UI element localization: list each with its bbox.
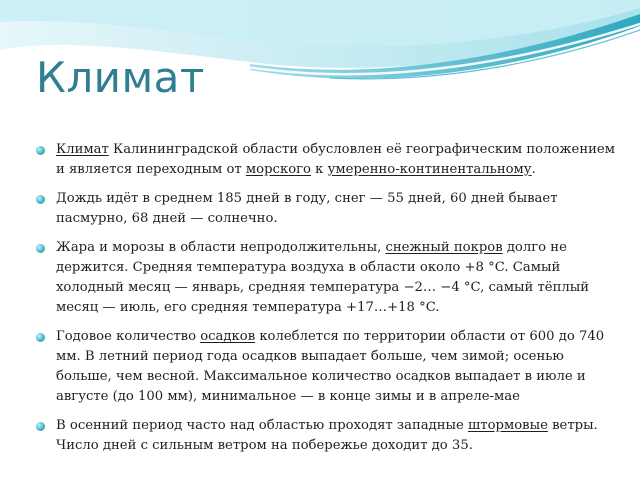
hyperlink[interactable]: снежный покров xyxy=(385,240,503,255)
hyperlink[interactable]: морского xyxy=(245,162,311,177)
bullet-item xyxy=(36,416,616,456)
bullet-text: долго не держится. Средняя температура воздуха в области около +8 °C. Самый холодный месяц — январь, средняя температура −2… −4 °C, самый тёплый месяц — июль, его средняя температура +17…+18 °C. xyxy=(56,240,590,315)
bullet-dot-icon xyxy=(36,146,45,155)
bullet-text: ветры. Число дней с сильным ветром на побережье доходит до 35. xyxy=(56,418,598,453)
bullet-text: Жара и морозы в области непродолжительны, xyxy=(56,240,386,255)
hyperlink[interactable]: штормовые xyxy=(468,418,548,433)
slide-title: Климат xyxy=(36,53,205,102)
bullet-dot-icon xyxy=(36,333,45,342)
hyperlink[interactable]: Климат xyxy=(56,142,109,157)
bullet-dot-icon xyxy=(36,244,45,253)
bullet-text: Годовое количество xyxy=(56,329,201,344)
hyperlink[interactable]: умеренно-континентальному xyxy=(327,162,532,177)
bullet-list xyxy=(36,140,616,465)
bullet-item xyxy=(36,189,616,229)
bullet-text: Дождь идёт в среднем 185 дней в году, снег — 55 дней, 60 дней бывает пасмурно, 68 дней — солнечно. xyxy=(56,191,558,226)
hyperlink[interactable]: осадков xyxy=(200,329,256,344)
bullet-item xyxy=(36,238,616,318)
bullet-text: . xyxy=(531,162,536,177)
bullet-dot-icon xyxy=(36,422,45,431)
bullet-dot-icon xyxy=(36,195,45,204)
bullet-text: В осенний период часто над областью проходят западные xyxy=(56,418,469,433)
bullet-text: к xyxy=(310,162,328,177)
bullet-item xyxy=(36,140,616,180)
bullet-item xyxy=(36,327,616,407)
bullet-text: Калининградской области обусловлен её географическим положением и является переходным от xyxy=(56,142,615,177)
bullet-text: колеблется по территории области от 600 до 740 мм. В летний период года осадков выпадает больше, чем зимой; осенью больше, чем весной. Максимальное количество осадков выпадает в июле и августе (до 100 мм), минимальное — в конце зимы и в апреле-мае xyxy=(56,329,605,404)
